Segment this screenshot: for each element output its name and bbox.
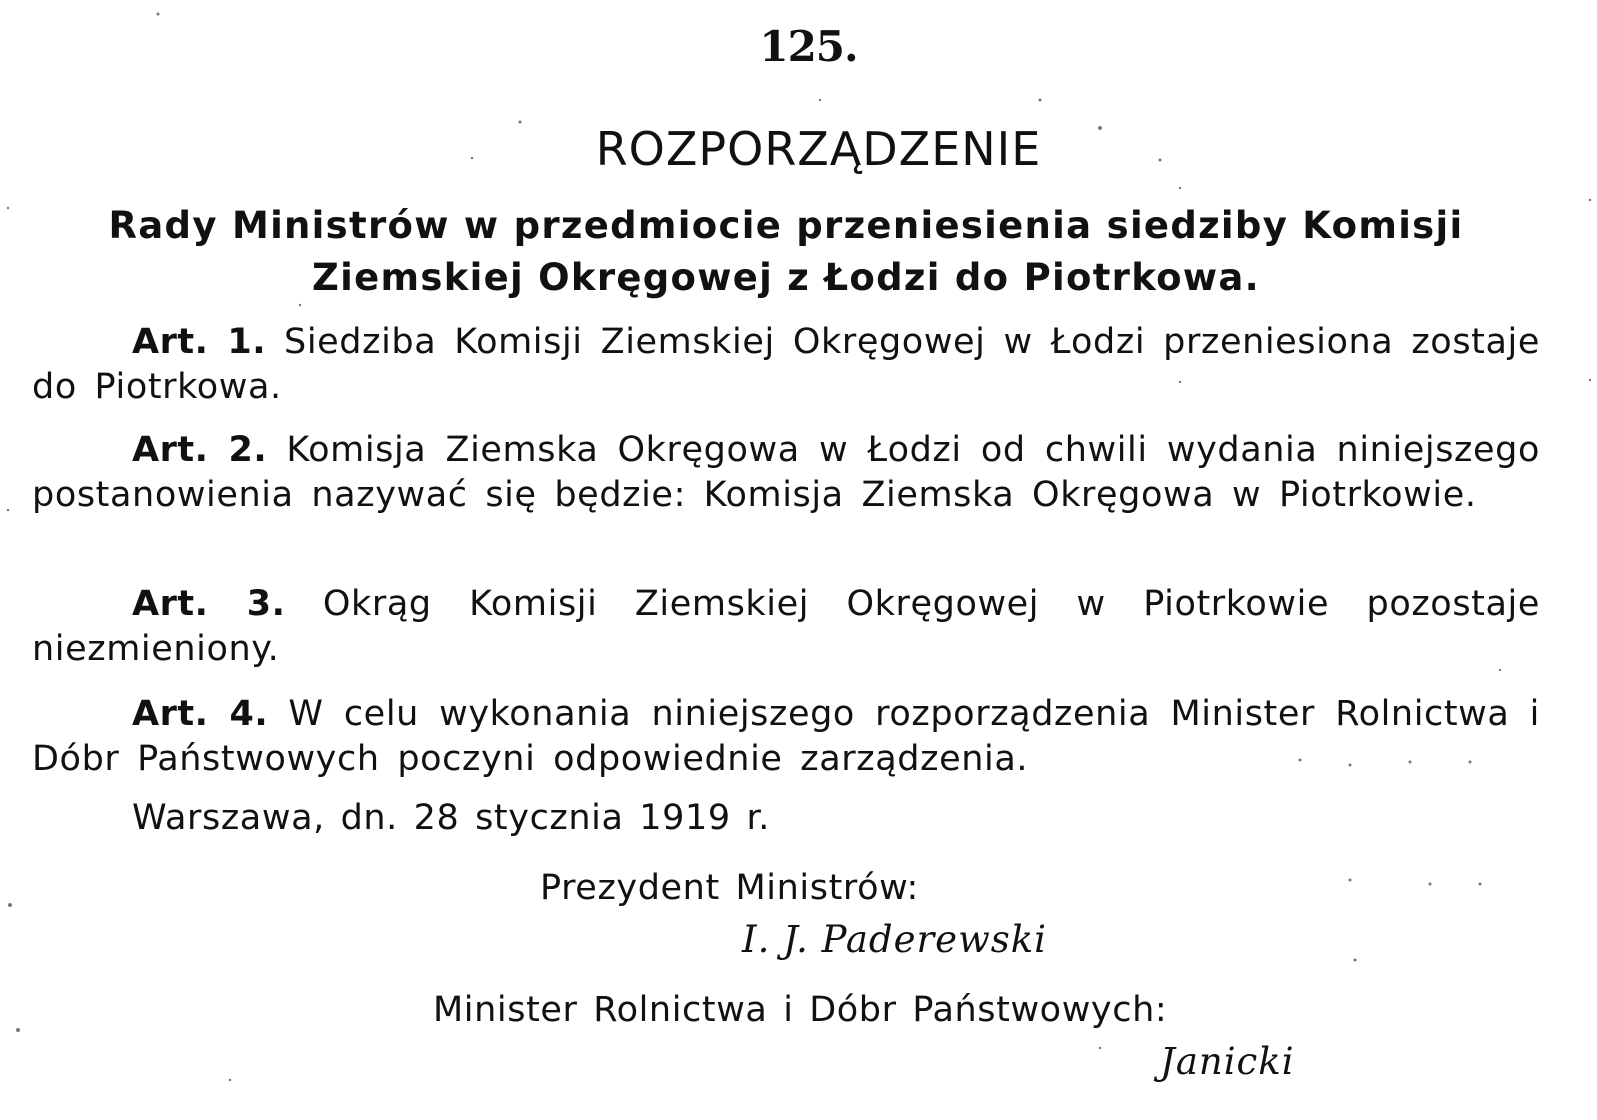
document-heading: ROZPORZĄDZENIE (595, 122, 1042, 176)
article-text: Okrąg Komisji Ziemskiej Okręgowej w Piotrkowie pozostaje niezmieniony. (32, 584, 1540, 669)
article-text: W celu wykonania niniejszego rozporządzenia Minister Rolnictwa i Dóbr Państwowych poczyni odpowiednie zarządzenia. (32, 694, 1540, 779)
article-2 (32, 428, 1540, 518)
page-number: 125. (759, 22, 858, 71)
article-label: Art. 2. (132, 430, 268, 470)
signatory-name-prime-minister: I. J. Paderewski (742, 918, 1047, 961)
document-subtitle: Rady Ministrów w przedmiocie przeniesienia siedziby Komisji Ziemskiej Okręgowej z Łodzi do Piotrkowa. (108, 204, 1464, 299)
article-text: Siedziba Komisji Ziemskiej Okręgowej w Łodzi przeniesiona zostaje do Piotrkowa. (32, 322, 1540, 407)
article-label: Art. 3. (132, 584, 286, 624)
article-3 (32, 582, 1540, 672)
signatory-name-agriculture-minister: Janicki (1160, 1040, 1295, 1083)
article-label: Art. 4. (132, 694, 269, 734)
signatory-title-prime-minister: Prezydent Ministrów: (540, 868, 919, 908)
place-and-date: Warszawa, dn. 28 stycznia 1919 r. (132, 798, 770, 838)
article-4 (32, 692, 1540, 782)
article-text: Komisja Ziemska Okręgowa w Łodzi od chwili wydania niniejszego postanowienia nazywać się będzie: Komisja Ziemska Okręgowa w Piotrkowie. (32, 430, 1540, 515)
signatory-title-agriculture-minister: Minister Rolnictwa i Dóbr Państwowych: (433, 990, 1168, 1030)
article-label: Art. 1. (132, 322, 266, 362)
article-1 (32, 320, 1540, 410)
